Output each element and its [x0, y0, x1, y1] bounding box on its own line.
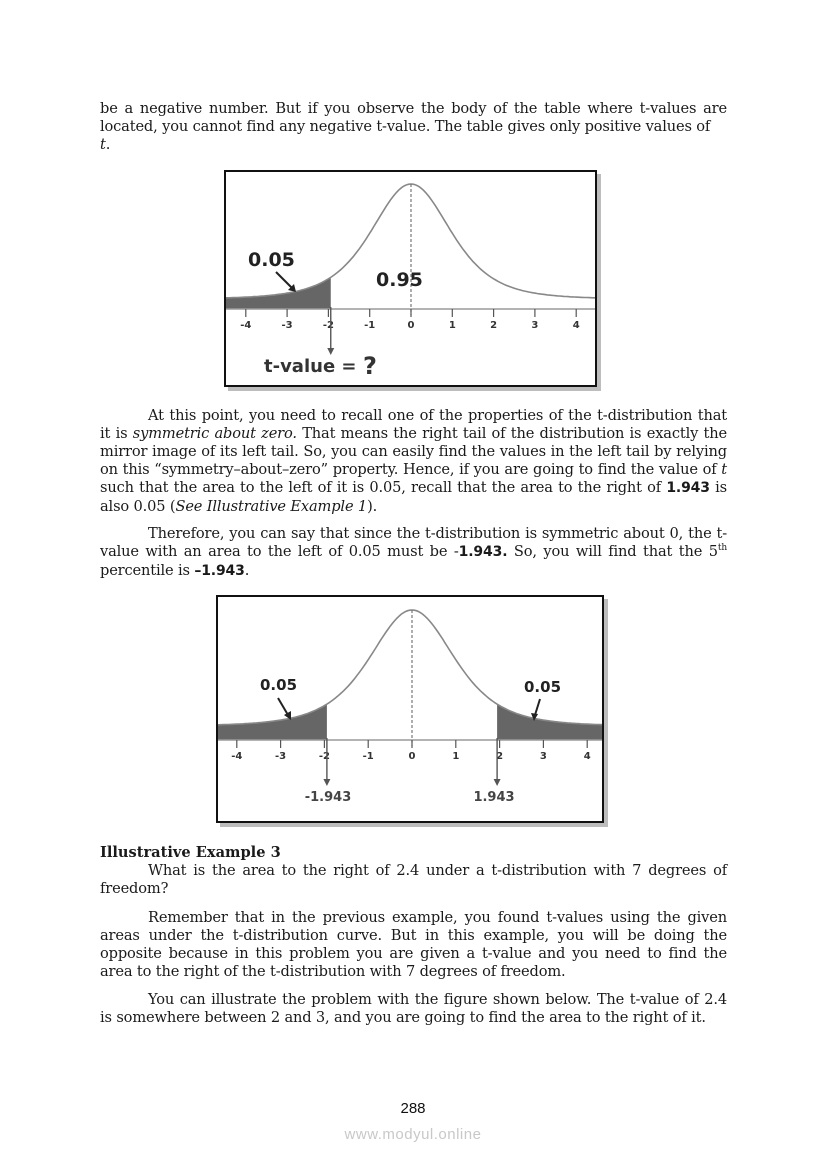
- x-tick-label: 0: [407, 320, 415, 331]
- text-run: You can illustrate the problem with the figure shown below. The t-value of 2.4 is somewhere between 2 and 3, and you are going to find the area to the right of it.: [100, 991, 727, 1026]
- text-run: At this point, you need to recall one of the properties of the t-distribution that it is: [100, 407, 727, 442]
- italic-run: symmetric about zero.: [132, 424, 297, 442]
- x-tick-label: -2: [318, 751, 330, 762]
- text-run: ).: [367, 497, 378, 515]
- paragraph-3: [100, 525, 727, 581]
- right-critical-value-label: 1.943: [473, 790, 515, 805]
- left-tail-area-label: 0.05: [260, 676, 298, 694]
- marker-arrow-head: [323, 779, 330, 786]
- marker-arrow-head: [327, 348, 334, 355]
- figure-two-tails: [216, 595, 604, 823]
- italic-reference: See Illustrative Example 1: [175, 497, 368, 515]
- x-tick-label: -1: [364, 320, 376, 331]
- right-tail-area-label: 0.05: [524, 678, 562, 696]
- paragraph-4: [100, 862, 727, 898]
- density-curve: [218, 610, 602, 725]
- shaded-tail-region-1: [218, 704, 327, 740]
- paragraph-text: be a negative number. But if you observe the body of the table where t-values are located, you cannot find any negative t-value. The table gives only positive values of: [100, 100, 727, 135]
- text-run: Remember that in the previous example, you found t-values using the given areas under the t-distribution curve. But in this example, you will be doing the opposite because in this problem you are given a t-value and you need to find the area to the right of the t-distribution with 7 degrees of freedom.: [100, 909, 727, 980]
- left-tail-pointer: [278, 698, 288, 715]
- x-tick-label: 4: [572, 320, 580, 331]
- right-tail-pointer: [535, 699, 540, 715]
- x-tick-label: -4: [231, 751, 243, 762]
- question-mark: ?: [363, 352, 377, 380]
- left-tail-pointer: [276, 272, 292, 288]
- italic-t: t: [100, 135, 106, 153]
- watermark: www.modyul.online: [344, 1126, 482, 1143]
- x-tick-label: 3: [539, 751, 547, 762]
- text-run: That means the right tail of the distribution is exactly the mirror image of its left tail. So, you can easily find the values in the left tail by relying on this “symmetry–about–zero” property. Hence, if you are going to find the value of: [100, 424, 727, 478]
- bold-value: 1.943.: [458, 543, 508, 560]
- paragraph-5: [100, 909, 727, 981]
- page-number: 288: [400, 1100, 426, 1117]
- x-tick-label: 2: [490, 320, 498, 331]
- shaded-tail-region-2: [497, 704, 602, 740]
- x-tick-label: -3: [281, 320, 293, 331]
- left-tail-area-label: 0.05: [248, 249, 295, 271]
- x-tick-label: 2: [496, 751, 504, 762]
- text-run: What is the area to the right of 2.4 under a t-distribution with 7 degrees of freedom?: [100, 862, 727, 897]
- center-area-label: 0.95: [376, 269, 423, 291]
- text-run: Therefore, you can say that since the t-distribution is symmetric about 0, the t-value with an area to the left of 0.05 must be -: [100, 525, 727, 560]
- text-run: is also 0.05 (: [100, 478, 727, 515]
- paragraph-6: [100, 991, 727, 1027]
- figure-left-tail: [224, 170, 597, 387]
- t-value-question-label: t-value =: [264, 356, 357, 377]
- x-tick-label: 1: [452, 751, 460, 762]
- x-tick-label: -2: [322, 320, 334, 331]
- t-distribution-chart-1: [226, 172, 595, 385]
- text-run: such that the area to the left of it is 0.05, recall that the area to the right of: [100, 478, 667, 496]
- section-heading: Illustrative Example 3: [100, 844, 281, 861]
- left-critical-value-label: -1.943: [304, 790, 352, 805]
- punctuation: .: [105, 135, 111, 153]
- paragraph-1: [100, 100, 727, 154]
- text-run: .: [244, 561, 250, 579]
- t-distribution-chart-2: [218, 597, 602, 821]
- x-tick-label: -4: [240, 320, 252, 331]
- marker-arrow-head: [494, 779, 501, 786]
- x-tick-label: -1: [362, 751, 374, 762]
- paragraph-2: [100, 407, 727, 515]
- superscript: th: [717, 543, 727, 554]
- bold-value: 1.943: [666, 479, 710, 496]
- shaded-tail-region-1: [226, 277, 331, 309]
- text-run: percentile is: [100, 561, 195, 579]
- x-tick-label: 3: [531, 320, 539, 331]
- italic-run: t: [721, 460, 727, 478]
- x-tick-label: -3: [275, 751, 287, 762]
- x-tick-label: 4: [583, 751, 591, 762]
- x-tick-label: 1: [448, 320, 456, 331]
- x-tick-label: 0: [408, 751, 416, 762]
- bold-value: –1.943: [194, 562, 245, 579]
- text-run: So, you will find that the 5: [507, 542, 718, 560]
